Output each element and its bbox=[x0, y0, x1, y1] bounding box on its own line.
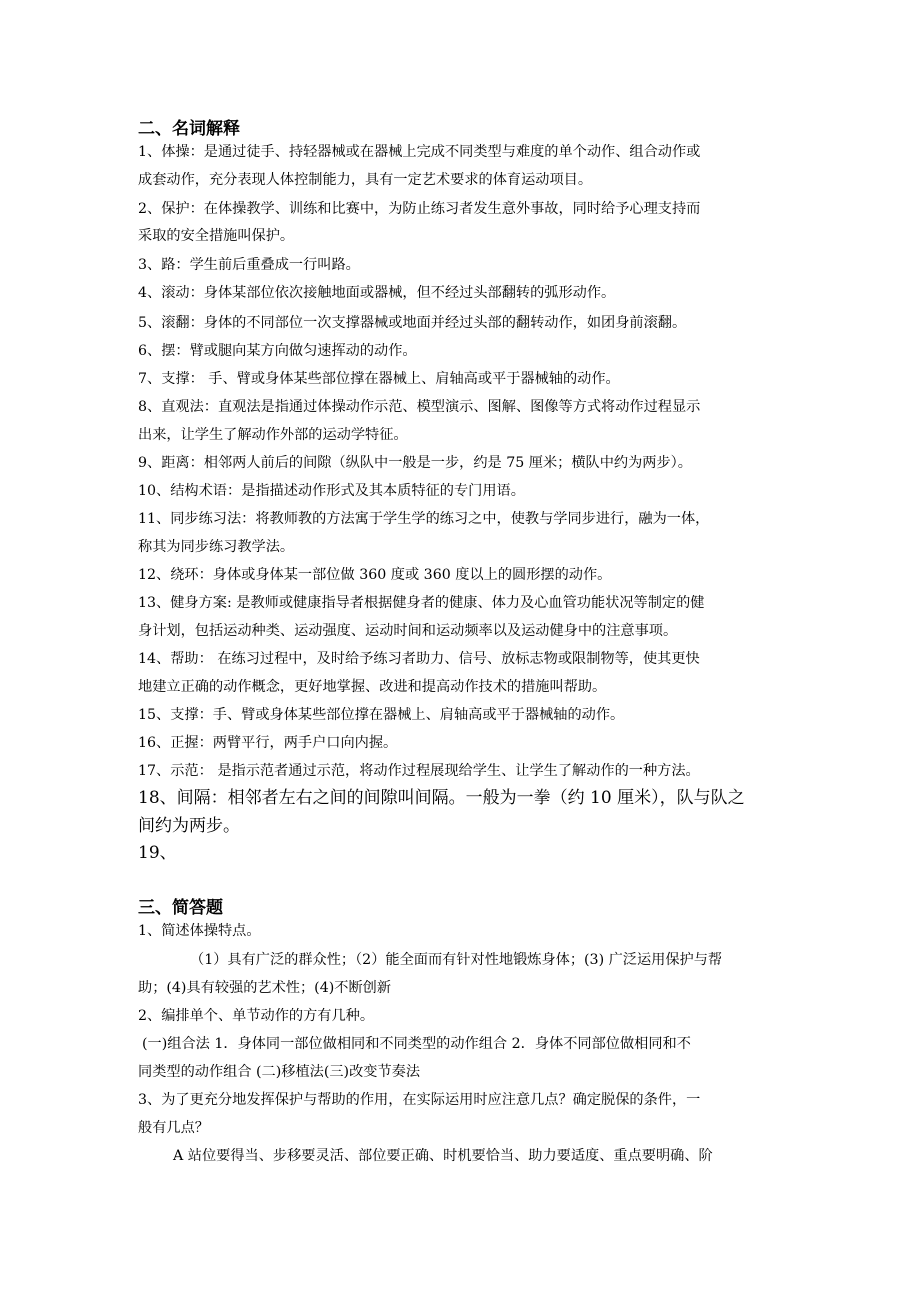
term-line: 18、间隔：相邻者左右之间的间隙叫间隔。一般为一拳（约 10 厘米），队与队之 bbox=[138, 788, 745, 808]
term-line: 16、正握：两臂平行，两手户口向内握。 bbox=[138, 735, 398, 751]
term-line: 采取的安全措施叫保护。 bbox=[138, 228, 295, 244]
term-line: 1、体操：是通过徒手、持轻器械或在器械上完成不同类型与难度的单个动作、组合动作或 bbox=[138, 144, 701, 160]
answer-line: （1）具有广泛的群众性；（2）能全面而有针对性地锻炼身体；(3) 广泛运用保护与帮 bbox=[190, 952, 723, 968]
term-line: 3、路：学生前后重叠成一行叫路。 bbox=[138, 257, 360, 273]
term-line: 15、支撑：手、臂或身体某些部位撑在器械上、肩轴高或平于器械轴的动作。 bbox=[138, 707, 625, 723]
term-line: 地建立正确的动作概念，更好地掌握、改进和提高动作技术的措施叫帮助。 bbox=[138, 679, 607, 695]
term-line: 7、支撑： 手、臂或身体某些部位撑在器械上、肩轴高或平于器械轴的动作。 bbox=[138, 371, 620, 387]
section-heading-short-answer: 三、简答题 bbox=[138, 898, 223, 918]
term-line: 14、帮助： 在练习过程中，及时给予练习者助力、信号、放标志物或限制物等，使其更快 bbox=[138, 651, 700, 667]
term-line: 4、滚动：身体某部位依次接触地面或器械，但不经过头部翻转的弧形动作。 bbox=[138, 285, 616, 301]
answer-line: 助；(4)具有较强的艺术性；(4)不断创新 bbox=[138, 980, 392, 996]
section-heading-terms: 二、名词解释 bbox=[138, 119, 240, 139]
term-line: 11、同步练习法：将教师教的方法寓于学生学的练习之中，使教与学同步进行，融为一体， bbox=[138, 511, 710, 527]
term-line: 出来，让学生了解动作外部的运动学特征。 bbox=[138, 427, 408, 443]
term-line: 2、保护：在体操教学、训练和比赛中，为防止练习者发生意外事故，同时给予心理支持而 bbox=[138, 201, 701, 217]
answer-line: 般有几点？ bbox=[138, 1120, 209, 1136]
term-line: 成套动作，充分表现人体控制能力，具有一定艺术要求的体育运动项目。 bbox=[138, 172, 593, 188]
term-line: 10、结构术语：是指描述动作形式及其本质特征的专门用语。 bbox=[138, 483, 525, 499]
term-line: 12、绕环：身体或身体某一部位做 360 度或 360 度以上的圆形摆的动作。 bbox=[138, 567, 612, 583]
term-line: 9、距离：相邻两人前后的间隙（纵队中一般是一步，约是 75 厘米；横队中约为两步）。 bbox=[138, 455, 692, 471]
answer-line: 2、编排单个、单节动作的方有几种。 bbox=[138, 1008, 375, 1024]
term-line: 19、 bbox=[138, 843, 177, 863]
term-line: 6、摆：臂或腿向某方向做匀速挥动的动作。 bbox=[138, 343, 417, 359]
term-line: 8、直观法：直观法是指通过体操动作示范、模型演示、图解、图像等方式将动作过程显示 bbox=[138, 399, 701, 415]
term-line: 5、滚翻：身体的不同部位一次支撑器械或地面并经过头部的翻转动作，如团身前滚翻。 bbox=[138, 315, 687, 331]
term-line: 称其为同步练习教学法。 bbox=[138, 539, 295, 555]
answer-line: (一)组合法 1．身体同一部位做相同和不同类型的动作组合 2．身体不同部位做相同和不 bbox=[142, 1036, 691, 1052]
term-line: 间约为两步。 bbox=[138, 816, 240, 836]
term-line: 17、示范： 是指示范者通过示范，将动作过程展现给学生、让学生了解动作的一种方法。 bbox=[138, 763, 700, 779]
term-line: 13、健身方案: 是教师或健康指导者根据健身者的健康、体力及心血管功能状况等制定的健 bbox=[138, 595, 705, 611]
term-line: 身计划，包括运动种类、运动强度、运动时间和运动频率以及运动健身中的注意事项。 bbox=[138, 623, 678, 639]
answer-line: A 站位要得当、步移要灵活、部位要正确、时机要恰当、助力要适度、重点要明确、阶 bbox=[173, 1148, 713, 1164]
answer-line: 同类型的动作组合 (二)移植法(三)改变节奏法 bbox=[138, 1064, 421, 1080]
answer-line: 3、为了更充分地发挥保护与帮助的作用，在实际运用时应注意几点？确定脱保的条件，一 bbox=[138, 1092, 701, 1108]
answer-line: 1、简述体操特点。 bbox=[138, 923, 261, 939]
